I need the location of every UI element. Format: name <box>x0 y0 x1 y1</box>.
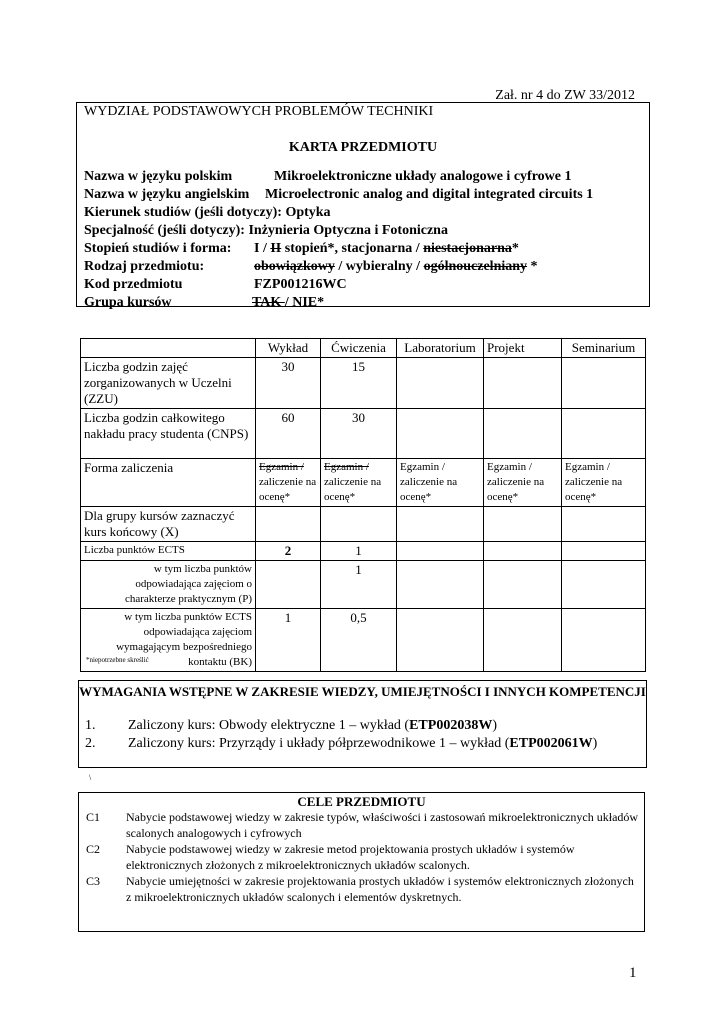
header-project: Projekt <box>484 339 562 358</box>
table-header-row <box>81 339 646 358</box>
table-cell: 30 <box>256 358 321 409</box>
row-label: Forma zaliczenia <box>81 459 256 507</box>
table-cell: Egzamin / zaliczenie na ocenę* <box>256 459 321 507</box>
field-value: FZP001216WC <box>254 277 347 292</box>
table-cell <box>562 409 646 459</box>
table-cell <box>256 507 321 542</box>
stray-mark: \ <box>89 773 92 782</box>
table-cell <box>484 358 562 409</box>
goals-box: CELE PRZEDMIOTU C1 Nabycie podstawowej wiedzy w zakresie typów, właściwości i zastosowań mikroelektronicznych układów scalonych analogowych i cyfrowych C2 Nabycie podstawowej wiedzy w zakresie metod projektowania prostych układów i systemów elektronicznych złożonych z mikroelektronicznych układów scalonych. C3 Nabycie umiejętności w zakresie projektowania prostych układów i systemów elektronicznych złożonych z mikroelektronicznych układów scalonych i elementów dyskretnych. <box>78 792 645 932</box>
table-cell <box>484 542 562 561</box>
table-cell: 30 <box>321 409 397 459</box>
table-cell: 0,5 <box>321 609 397 672</box>
header-seminar: Seminarium <box>562 339 646 358</box>
table-row <box>81 409 646 459</box>
table-row <box>81 609 646 672</box>
table-cell <box>321 507 397 542</box>
table-cell: 2 <box>256 542 321 561</box>
field-value: Optyka <box>285 205 331 220</box>
table-cell: 15 <box>321 358 397 409</box>
field-name-pl <box>84 169 572 185</box>
field-value: Mikroelektroniczne układy analogowe i cyfrowe 1 <box>274 169 572 184</box>
field-label: Rodzaj przedmiotu: <box>84 259 205 274</box>
field-group <box>84 295 325 311</box>
table-corner <box>81 339 256 358</box>
field-label: Kierunek studiów (jeśli dotyczy): <box>84 205 282 220</box>
table-cell <box>562 358 646 409</box>
field-value: I / II stopień*, stacjonarna / niestacjonarna* <box>254 241 519 256</box>
field-label: Grupa kursów <box>84 295 172 310</box>
requirements-title: WYMAGANIA WSTĘPNE W ZAKRESIE WIEDZY, UMIEJĘTNOŚCI I INNYCH KOMPETENCJI <box>79 684 646 699</box>
table-cell <box>397 409 484 459</box>
table-cell: 60 <box>256 409 321 459</box>
field-label: Specjalność (jeśli dotyczy): <box>84 223 245 238</box>
table-cell <box>397 542 484 561</box>
table-cell <box>397 507 484 542</box>
table-cell <box>397 561 484 609</box>
table-row <box>81 459 646 507</box>
table-row <box>81 358 646 409</box>
table-cell <box>397 609 484 672</box>
requirements-box: WYMAGANIA WSTĘPNE W ZAKRESIE WIEDZY, UMIEJĘTNOŚCI I INNYCH KOMPETENCJI 1. Zaliczony kurs: Obwody elektryczne 1 – wykład (ETP002038W) 2. Zaliczony kurs: Przyrządy i układy półprzewodnikowe 1 – wykład (ETP002061W) <box>78 680 647 768</box>
field-label: Nazwa w języku polskim <box>84 169 233 184</box>
table-cell <box>484 409 562 459</box>
table-cell: 1 <box>321 561 397 609</box>
annex-reference: Zał. nr 4 do ZW 33/2012 <box>495 88 635 103</box>
table-cell <box>562 542 646 561</box>
row-label: Liczba godzin zajęć zorganizowanych w Uczelni (ZZU) <box>81 358 256 409</box>
table-row <box>81 542 646 561</box>
table-row <box>81 507 646 542</box>
field-level <box>84 241 519 257</box>
row-label: w tym liczba punktów odpowiadająca zajęciom o charakterze praktycznym (P) <box>81 561 256 609</box>
table-cell <box>484 507 562 542</box>
goals-title: CELE PRZEDMIOTU <box>297 794 426 809</box>
field-direction <box>84 205 331 221</box>
table-cell <box>562 507 646 542</box>
table-cell: 1 <box>321 542 397 561</box>
header-laboratory: Laboratorium <box>397 339 484 358</box>
faculty-name: WYDZIAŁ PODSTAWOWYCH PROBLEMÓW TECHNIKI <box>84 104 434 119</box>
hours-table <box>80 338 646 672</box>
table-cell: Egzamin / zaliczenie na ocenę* <box>397 459 484 507</box>
field-code <box>84 277 347 293</box>
field-label: Kod przedmiotu <box>84 277 183 292</box>
header-lecture: Wykład <box>256 339 321 358</box>
field-value: Inżynieria Optyczna i Fotoniczna <box>248 223 448 238</box>
row-label: Liczba punktów ECTS <box>81 542 256 561</box>
field-name-en <box>84 187 594 203</box>
table-cell <box>397 358 484 409</box>
header-exercises: Ćwiczenia <box>321 339 397 358</box>
field-value: TAK / NIE* <box>252 295 325 310</box>
field-type <box>84 259 538 275</box>
table-cell <box>256 561 321 609</box>
field-value: obowiązkowy / wybieralny / ogólnouczelniany * <box>254 259 538 274</box>
row-label: Dla grupy kursów zaznaczyć kurs końcowy (X) <box>81 507 256 542</box>
page-number: 1 <box>629 965 637 981</box>
field-value: Microelectronic analog and digital integrated circuits 1 <box>265 187 594 202</box>
table-cell: 1 <box>256 609 321 672</box>
footnote: *niepotrzebne skreślić <box>86 656 149 664</box>
table-cell <box>562 561 646 609</box>
row-label: Liczba godzin całkowitego nakładu pracy studenta (CNPS) <box>81 409 256 459</box>
table-cell <box>484 609 562 672</box>
field-label: Stopień studiów i forma: <box>84 241 232 256</box>
table-cell: Egzamin / zaliczenie na ocenę* <box>562 459 646 507</box>
course-header-box <box>76 102 650 310</box>
table-cell: Egzamin / zaliczenie na ocenę* <box>484 459 562 507</box>
row-label: w tym liczba punktów ECTS odpowiadająca zajęciom wymagającym bezpośredniego kontaktu (BK) <box>81 609 256 672</box>
table-row <box>81 561 646 609</box>
table-cell <box>484 561 562 609</box>
table-cell <box>562 609 646 672</box>
field-specialization <box>84 223 448 239</box>
field-label: Nazwa w języku angielskim <box>84 187 250 202</box>
table-cell: Egzamin / zaliczenie na ocenę* <box>321 459 397 507</box>
card-title: KARTA PRZEDMIOTU <box>288 140 438 155</box>
